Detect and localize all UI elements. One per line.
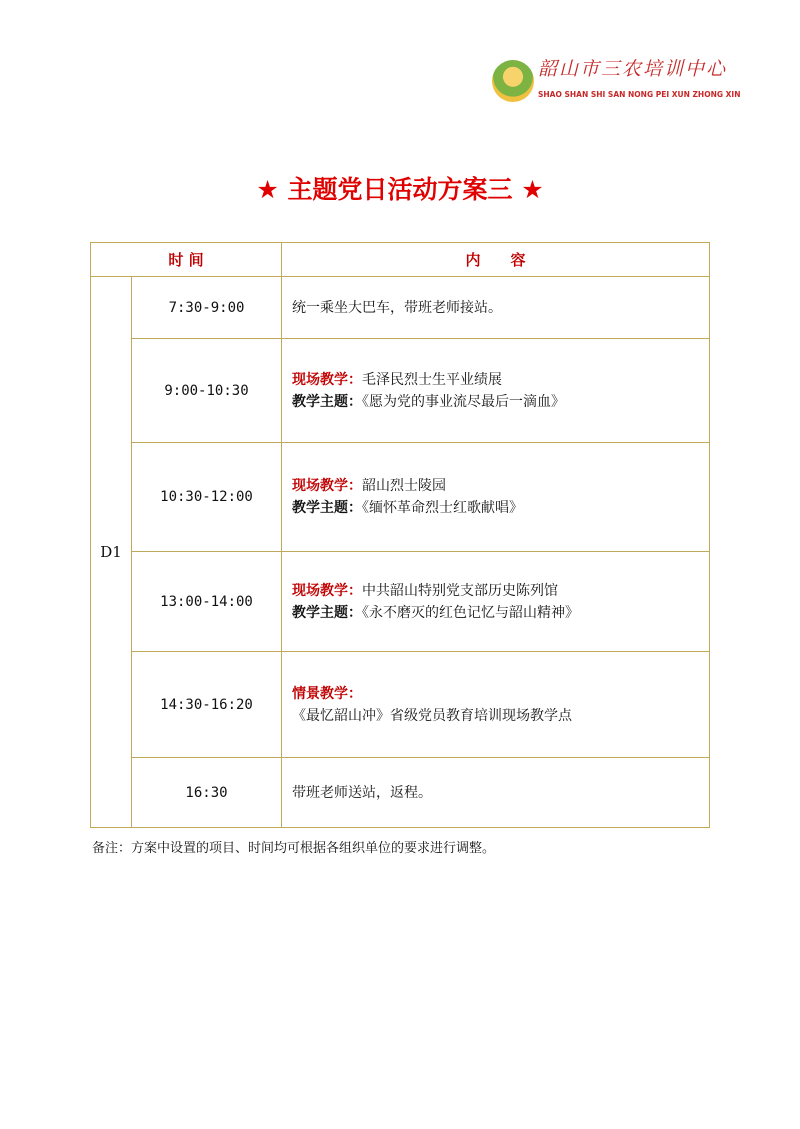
- logo-emblem-icon: [492, 60, 534, 102]
- time-cell: 13:00-14:00: [132, 552, 282, 652]
- table-row: [91, 443, 710, 552]
- logo-name-en: SHAO SHAN SHI SAN NONG PEI XUN ZHONG XIN: [538, 90, 741, 99]
- label-scenario-teaching: 情景教学：: [292, 685, 362, 702]
- table-row: [91, 277, 710, 339]
- theme-text: 《缅怀革命烈士红歌献唱》: [362, 500, 523, 516]
- content-cell: 带班老师送站，返程。: [282, 758, 710, 828]
- table-row: [91, 339, 710, 443]
- table-row: [91, 758, 710, 828]
- content-cell: 统一乘坐大巴车，带班老师接站。: [282, 277, 710, 339]
- time-cell: 16:30: [132, 758, 282, 828]
- theme-text: 《永不磨灭的红色记忆与韶山精神》: [362, 604, 579, 621]
- theme-text: 《愿为党的事业流尽最后一滴血》: [362, 393, 565, 410]
- day-cell: D1: [91, 277, 132, 828]
- page-title: ★ 主题党日活动方案三 ★: [256, 175, 544, 204]
- content-cell: [282, 443, 710, 552]
- site-text: 中共韶山特别党支部历史陈列馆: [362, 582, 558, 599]
- footnote: 备注：方案中设置的项目、时间均可根据各组织单位的要求进行调整。: [92, 841, 496, 856]
- logo-name-cn: 韶山市三农培训中心: [538, 58, 728, 80]
- time-cell: 10:30-12:00: [132, 443, 282, 552]
- time-cell: 9:00-10:30: [132, 339, 282, 443]
- header-time: 时 间: [91, 243, 282, 277]
- site-text: 韶山烈士陵园: [362, 478, 446, 494]
- logo: [492, 56, 741, 106]
- scenario-text: 《最忆韶山冲》省级党员教育培训现场教学点: [292, 707, 572, 724]
- header-content: 内 容: [282, 243, 710, 277]
- content-cell: [282, 552, 710, 652]
- label-theme: 教学主题：: [292, 393, 362, 410]
- table-row: [91, 552, 710, 652]
- label-site-teaching: 现场教学：: [292, 371, 362, 388]
- time-cell: 7:30-9:00: [132, 277, 282, 339]
- schedule-table: [90, 242, 710, 828]
- site-text: 毛泽民烈士生平业绩展: [362, 371, 502, 388]
- content-cell: [282, 339, 710, 443]
- label-site-teaching: 现场教学：: [292, 582, 362, 599]
- label-theme: 教学主题：: [292, 604, 362, 621]
- table-row: [91, 652, 710, 758]
- table-header: [91, 243, 710, 277]
- label-theme: 教学主题：: [292, 500, 362, 516]
- time-cell: 14:30-16:20: [132, 652, 282, 758]
- content-cell: [282, 652, 710, 758]
- label-site-teaching: 现场教学：: [292, 478, 362, 494]
